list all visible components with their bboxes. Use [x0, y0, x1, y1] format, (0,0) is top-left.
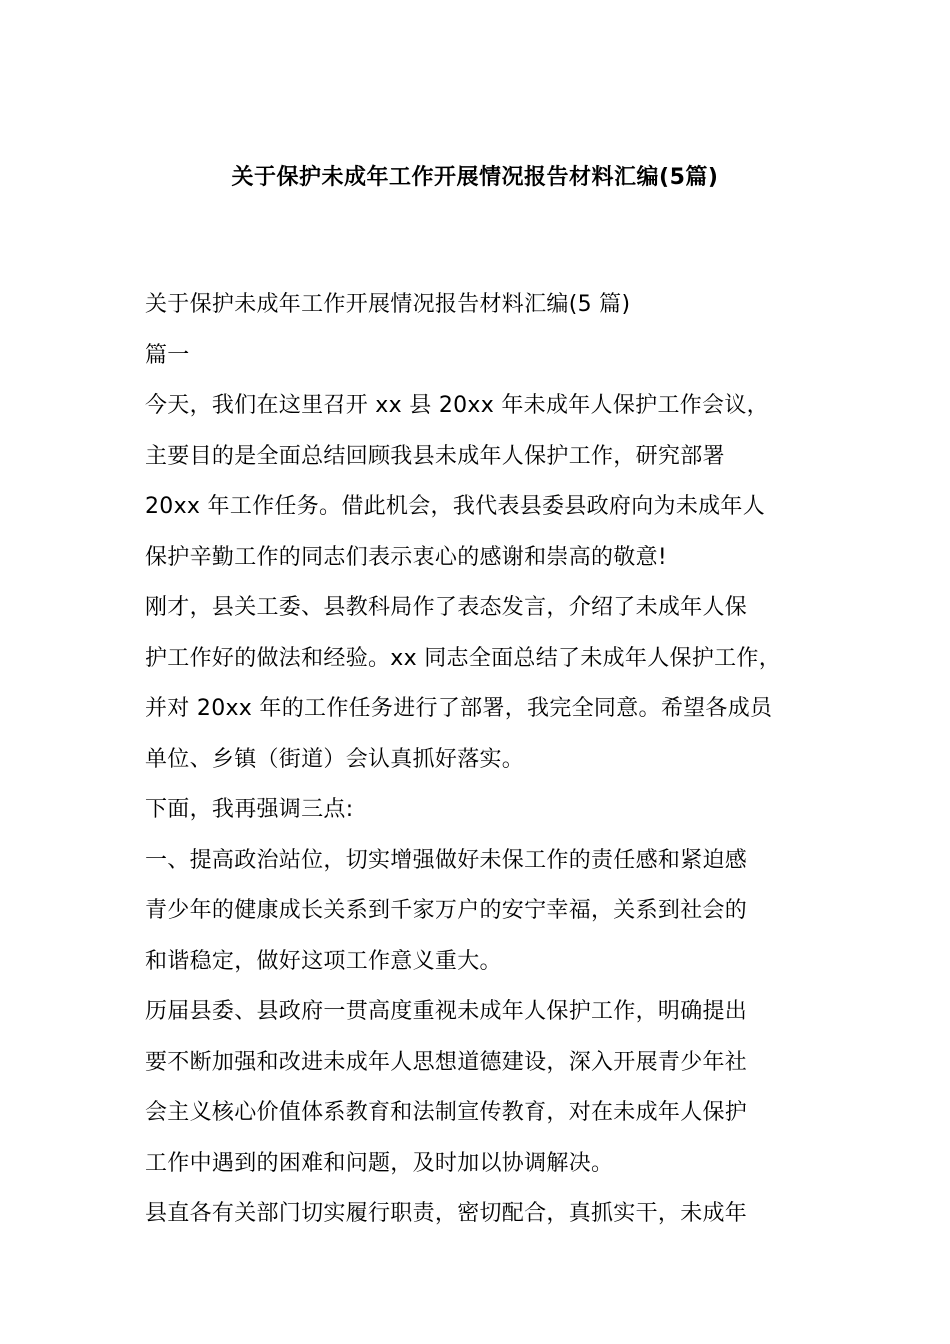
body-line: 要不断加强和改进未成年人思想道德建设，深入开展青少年社: [145, 1049, 748, 1075]
body-line: 今天，我们在这里召开 xx 县 20xx 年未成年人保护工作会议，: [145, 393, 769, 418]
section-heading: 篇一: [145, 342, 190, 368]
body-line: 下面，我再强调三点:: [145, 797, 354, 822]
body-line: 20xx 年工作任务。借此机会，我代表县委县政府向为未成年人: [145, 494, 766, 519]
body-line: 并对 20xx 年的工作任务进行了部署，我完全同意。希望各成员: [145, 696, 773, 721]
document-body: [145, 280, 835, 1240]
subtitle-line: 关于保护未成年工作开展情况报告材料汇编(5 篇): [145, 292, 631, 317]
body-line: 县直各有关部门切实履行职责，密切配合，真抓实干，未成年: [145, 1201, 748, 1226]
body-line: 单位、乡镇（街道）会认真抓好落实。: [145, 746, 525, 772]
body-line: 和谐稳定，做好这项工作意义重大。: [145, 948, 502, 974]
body-line: 历届县委、县政府一贯高度重视未成年人保护工作，明确提出: [145, 999, 748, 1024]
body-line: 护工作好的做法和经验。xx 同志全面总结了未成年人保护工作，: [145, 645, 782, 671]
document-title: 关于保护未成年工作开展情况报告材料汇编(5篇): [231, 165, 719, 190]
body-line: 刚才，县关工委、县教科局作了表态发言，介绍了未成年人保: [145, 595, 748, 620]
body-line: 主要目的是全面总结回顾我县未成年人保护工作，研究部署: [145, 443, 725, 469]
point-heading: 一、提高政治站位，切实增强做好未保工作的责任感和紧迫感: [145, 847, 748, 873]
body-line: 青少年的健康成长关系到千家万户的安宁幸福，关系到社会的: [145, 898, 748, 923]
body-line: 工作中遇到的困难和问题，及时加以协调解决。: [145, 1150, 614, 1176]
body-line: 会主义核心价值体系教育和法制宣传教育，对在未成年人保护: [145, 1100, 748, 1125]
body-line: 保护辛勤工作的同志们表示衷心的感谢和崇高的敬意!: [145, 544, 668, 570]
